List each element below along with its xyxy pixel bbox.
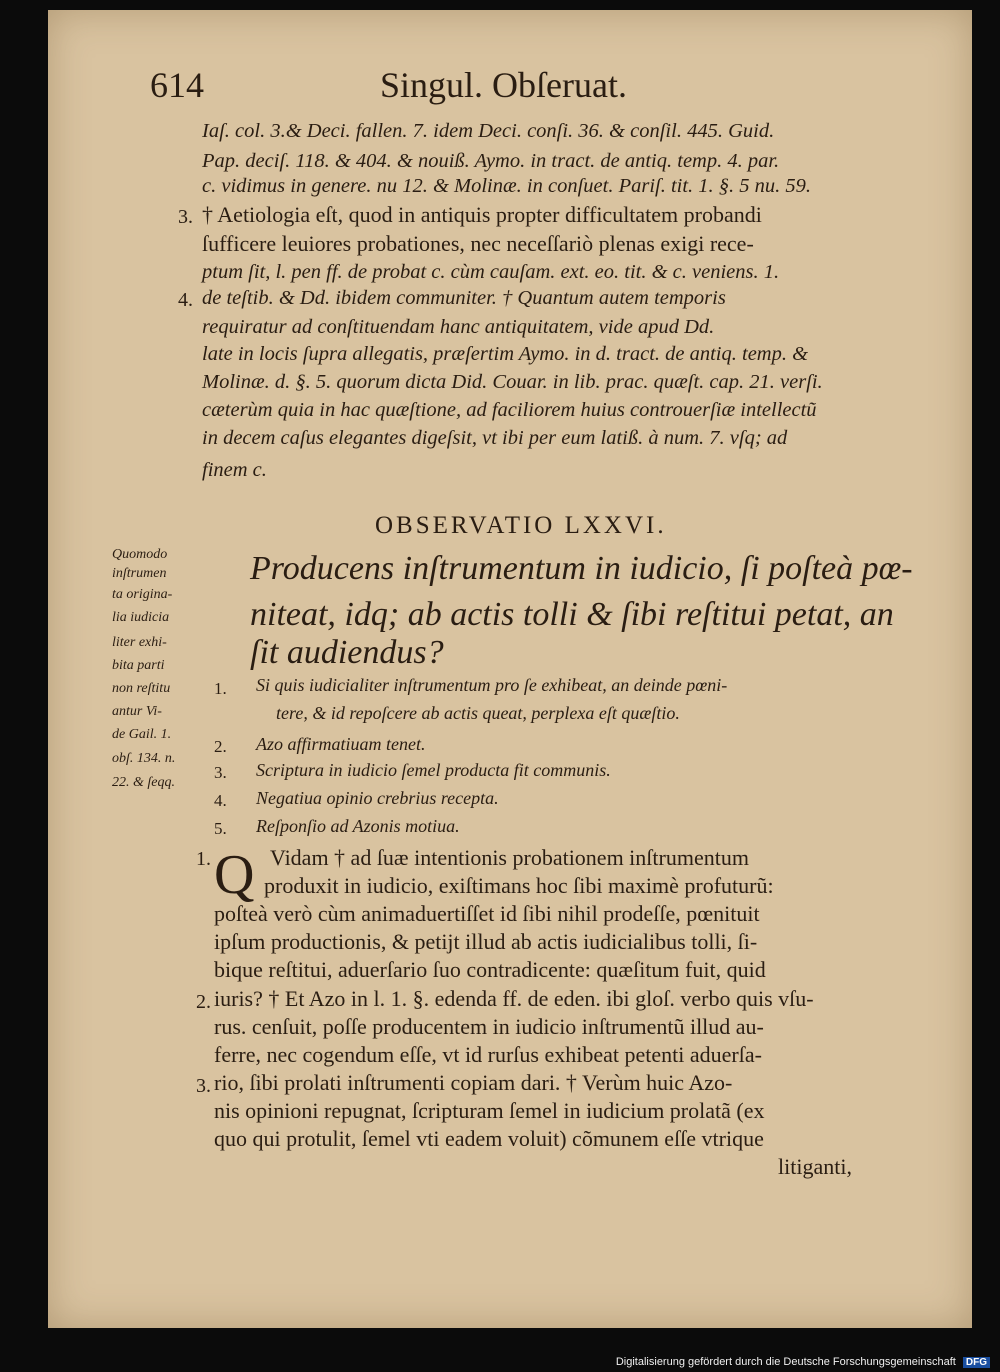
margin-number: 3. bbox=[178, 206, 193, 228]
toc-item: tere, & id repoſcere ab actis queat, perplexa eſt quæſtio. bbox=[276, 703, 680, 723]
body-line: rus. cenſuit, poſſe producentem in iudicio inſtrumentũ illud au- bbox=[214, 1014, 764, 1039]
summary-line: ſit audiendus? bbox=[250, 634, 444, 671]
top-line: finem c. bbox=[202, 459, 267, 481]
drop-capital: Q bbox=[214, 844, 255, 906]
top-line: ptum ſit, l. pen ff. de probat c. cùm cauſam. ext. eo. tit. & c. veniens. 1. bbox=[202, 261, 780, 283]
toc-number: 1. bbox=[214, 679, 227, 698]
margin-number: 4. bbox=[178, 289, 193, 311]
body-line: iuris? † Et Azo in l. 1. §. edenda ff. de eden. ibi gloſ. verbo quis vſu- bbox=[214, 986, 814, 1011]
body-line: nis opinioni repugnat, ſcripturam ſemel in iudicium prolatã (ex bbox=[214, 1098, 765, 1123]
margin-note-line: lia iudicia bbox=[112, 610, 170, 625]
margin-note-line: bita parti bbox=[112, 658, 165, 673]
credit-text: Digitalisierung gefördert durch die Deutsche Forschungsgemeinschaft bbox=[615, 1356, 956, 1368]
margin-number: 2. bbox=[196, 991, 211, 1013]
summary-line: niteat, idq; ab actis tolli & ſibi reſtitui petat, an bbox=[250, 596, 894, 633]
toc-item: Si quis iudicialiter inſtrumentum pro ſe exhibeat, an deinde pœni- bbox=[256, 675, 728, 695]
body-line: Vidam † ad ſuæ intentionis probationem inſtrumentum bbox=[270, 845, 749, 870]
body-line: produxit in iudicio, exiſtimans hoc ſibi maximè profuturũ: bbox=[264, 873, 774, 898]
top-line: de teſtib. & Dd. ibidem communiter. † Quantum autem temporis bbox=[202, 287, 726, 309]
body-line: rio, ſibi prolati inſtrumenti copiam dari. † Verùm huic Azo- bbox=[214, 1070, 733, 1095]
top-line: c. vidimus in genere. nu 12. & Molinæ. in conſuet. Pariſ. tit. 1. §. 5 nu. 59. bbox=[202, 175, 812, 197]
body-line: poſteà verò cùm animaduertiſſet id ſibi nihil prodeſſe, pœnituit bbox=[214, 901, 760, 926]
top-line: Molinæ. d. §. 5. quorum dicta Did. Couar. in lib. prac. quæſt. cap. 21. verſi. bbox=[202, 371, 823, 393]
top-line: Iaſ. col. 3.& Deci. fallen. 7. idem Deci. conſi. 36. & conſil. 445. Guid. bbox=[202, 120, 775, 142]
top-line: † Aetiologia eſt, quod in antiquis propter difficultatem probandi bbox=[202, 202, 762, 227]
top-line: cæterùm quia in hac quæſtione, ad faciliorem huius controuerſiæ intellectũ bbox=[202, 399, 817, 421]
top-line: ſufficere leuiores probationes, nec neceſſariò plenas exigi rece- bbox=[202, 231, 754, 256]
margin-note-line: liter exhi- bbox=[112, 635, 167, 650]
top-line: in decem caſus elegantes digeſsit, vt ibi per eum latiß. à num. 7. vſq; ad bbox=[202, 427, 788, 449]
toc-item: Azo affirmatiuam tenet. bbox=[256, 734, 426, 754]
toc-number: 5. bbox=[214, 819, 227, 838]
digitization-credit bbox=[616, 1356, 990, 1368]
page-number: 614 bbox=[150, 65, 204, 105]
margin-note-line: Quomodo bbox=[112, 547, 168, 562]
top-line: requiratur ad conſtituendam hanc antiquitatem, vide apud Dd. bbox=[202, 316, 715, 338]
top-line: Pap. deciſ. 118. & 404. & nouiß. Aymo. in tract. de antiq. temp. 4. par. bbox=[202, 150, 780, 172]
body-line: ferre, nec cogendum eſſe, vt id rurſus exhibeat petenti aduerſa- bbox=[214, 1042, 762, 1067]
section-title: OBSERVATIO LXXVI. bbox=[375, 512, 667, 539]
toc-number: 2. bbox=[214, 737, 227, 756]
margin-note-line: non reſtitu bbox=[112, 681, 171, 696]
body-line: bique reſtitui, aduerſario ſuo contradicente: quæſitum fuit, quid bbox=[214, 957, 766, 982]
toc-item: Scriptura in iudicio ſemel producta fit communis. bbox=[256, 760, 611, 780]
page-header bbox=[150, 64, 850, 114]
body-line: ipſum productionis, & petijt illud ab actis iudicialibus tolli, ſi- bbox=[214, 929, 758, 954]
body-line: quo qui protulit, ſemel vti eadem voluit) cõmunem eſſe vtrique bbox=[214, 1126, 764, 1151]
toc-number: 4. bbox=[214, 791, 227, 810]
margin-number: 3. bbox=[196, 1075, 211, 1097]
margin-number: 1. bbox=[196, 848, 211, 870]
margin-note-line: antur Vi- bbox=[112, 704, 162, 719]
toc-item: Negatiua opinio crebrius recepta. bbox=[256, 788, 499, 808]
margin-note-line: de Gail. 1. bbox=[112, 727, 172, 742]
summary-line: Producens inſtrumentum in iudicio, ſi poſteà pœ- bbox=[250, 550, 913, 587]
margin-note-line: 22. & ſeqq. bbox=[112, 775, 175, 790]
margin-note-line: inſtrumen bbox=[112, 566, 167, 581]
margin-note-line: obſ. 134. n. bbox=[112, 751, 176, 766]
toc-number: 3. bbox=[214, 763, 227, 782]
dfg-logo: DFG bbox=[963, 1357, 990, 1368]
toc-item: Reſponſio ad Azonis motiua. bbox=[256, 816, 460, 836]
top-line: late in locis ſupra allegatis, præſertim Aymo. in d. tract. de antiq. temp. & bbox=[202, 343, 809, 365]
catchword: litiganti, bbox=[778, 1154, 852, 1179]
running-head: Singul. Obſeruat. bbox=[380, 65, 627, 105]
margin-note-line: ta origina- bbox=[112, 587, 173, 602]
